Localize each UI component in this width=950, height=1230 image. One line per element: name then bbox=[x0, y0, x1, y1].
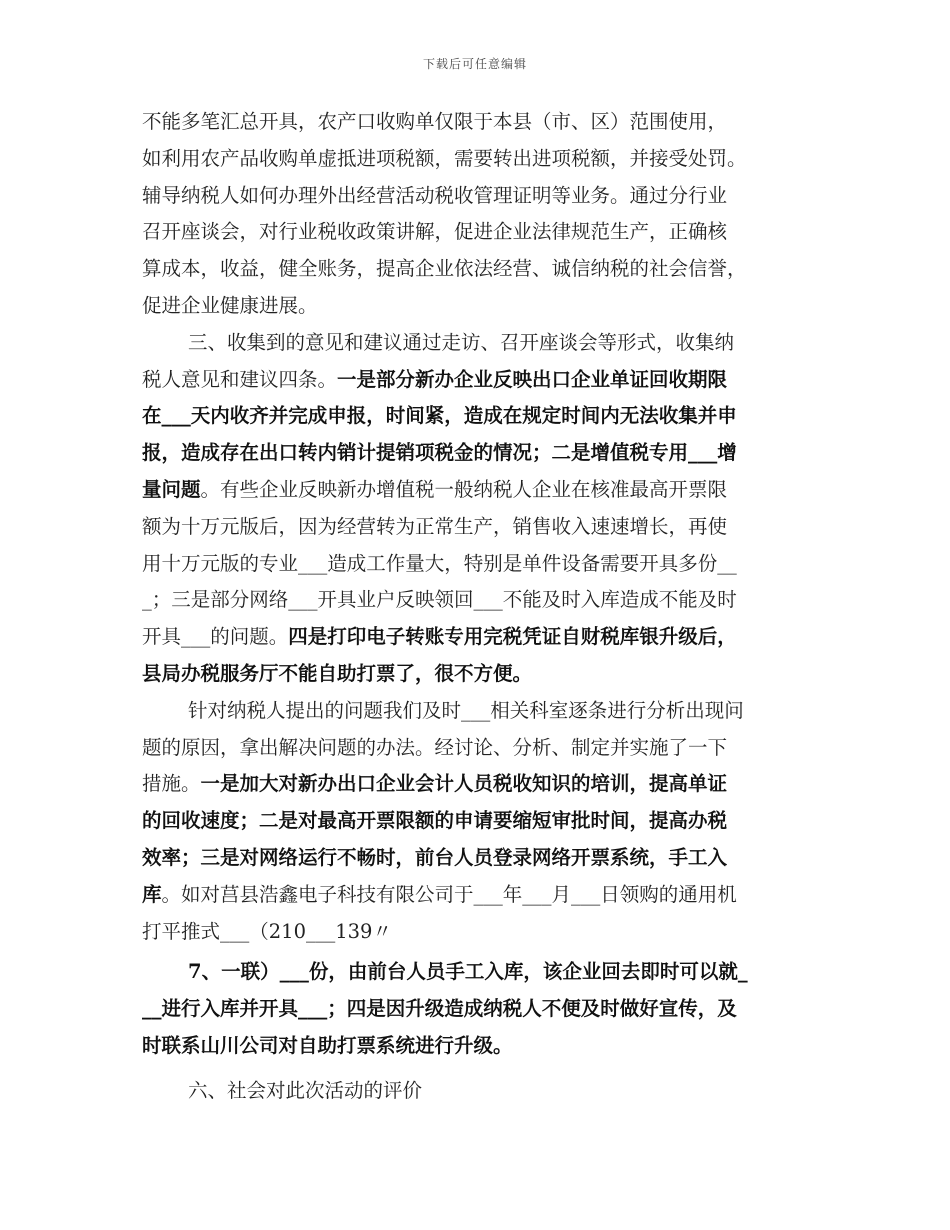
bold-text-run: __进行入库并开具___；四是因升级造成纳税人不便及时做好宣传，及 bbox=[142, 997, 737, 1021]
text-line bbox=[142, 472, 814, 509]
text-line bbox=[142, 104, 814, 141]
bold-text-run: 效率；三是对网络运行不畅时，前台人员登录网络开票系统，手工入 bbox=[142, 845, 728, 869]
text-line bbox=[142, 214, 814, 251]
text-line bbox=[142, 178, 814, 215]
text-run: 税人意见和建议四条。 bbox=[142, 367, 338, 391]
text-line bbox=[142, 509, 814, 546]
text-line bbox=[142, 914, 814, 951]
text-run: 三、收集到的意见和建议通过走访、召开座谈会等形式，收集纳 bbox=[188, 330, 735, 354]
text-line bbox=[142, 954, 814, 991]
bold-text-run: 量问题 bbox=[142, 477, 201, 501]
text-line bbox=[142, 656, 814, 693]
text-run: 召开座谈会，对行业税收政策讲解，促进企业法律规范生产，正确核 bbox=[142, 220, 728, 244]
text-run: 额为十万元版后，因为经营转为正常生产，销售收入速速增长，再使 bbox=[142, 514, 728, 538]
text-line bbox=[142, 1028, 814, 1065]
text-run: 。如对莒县浩鑫电子科技有限公司于___年___月___日领购的通用机 bbox=[161, 882, 737, 906]
text-line bbox=[142, 877, 814, 914]
text-run: 针对纳税人提出的问题我们及时___相关科室逐条进行分析出现问 bbox=[188, 698, 744, 722]
text-run: 题的原因，拿出解决问题的办法。经讨论、分析、制定并实施了一下 bbox=[142, 735, 728, 759]
text-line bbox=[142, 435, 814, 472]
text-line bbox=[142, 1073, 814, 1110]
text-line bbox=[142, 730, 814, 767]
text-line bbox=[142, 840, 814, 877]
text-line bbox=[142, 546, 814, 583]
text-run: 不能多笔汇总开具，农产口收购单仅限于本县（市、区）范围使用， bbox=[142, 110, 728, 133]
page-header: 下载后可任意编辑 bbox=[422, 57, 527, 71]
bold-text-run: 时联系山川公司对自助打票系统进行升级。 bbox=[142, 1033, 513, 1057]
bold-text-run: 的回收速度；二是对最高开票限额的申请要缩短审批时间，提高办税 bbox=[142, 809, 728, 833]
text-run: 用十万元版的专业___造成工作量大，特别是单件设备需要开具多份__ bbox=[142, 551, 737, 575]
text-run: 措施。 bbox=[142, 772, 201, 796]
text-run: 。有些企业反映新办增值税一般纳税人企业在核准最高开票限 bbox=[200, 477, 728, 501]
text-line bbox=[142, 803, 814, 840]
text-run: 如利用农产品收购单虚抵进项税额，需要转出进项税额，并接受处罚。 bbox=[142, 146, 747, 170]
text-line bbox=[142, 362, 814, 399]
text-line bbox=[142, 693, 814, 730]
text-line bbox=[142, 619, 814, 656]
text-line bbox=[142, 141, 814, 178]
bold-text-run: 库 bbox=[142, 882, 162, 906]
bold-text-run: 7、一联）___份，由前台人员手工入库，该企业回去即时可以就_ bbox=[188, 960, 748, 984]
text-line bbox=[142, 288, 814, 325]
bold-text-run: 四是打印电子转账专用完税凭证自财税库银升级后， bbox=[288, 625, 737, 649]
text-run: 促进企业健康进展。 bbox=[142, 293, 318, 317]
bold-text-run: 一是加大对新办出口企业会计人员税收知识的培训，提高单证 bbox=[200, 772, 728, 796]
bold-text-run: 报，造成存在出口转内销计提销项税金的情况；二是增值税专用___增 bbox=[142, 441, 737, 465]
document-body bbox=[142, 104, 814, 1110]
text-line bbox=[142, 251, 814, 288]
text-line bbox=[142, 398, 814, 435]
bold-text-run: 在___天内收齐并完成申报，时间紧，造成在规定时间内无法收集并申 bbox=[142, 404, 737, 428]
text-line bbox=[142, 582, 814, 619]
text-run: 六、社会对此次活动的评价 bbox=[188, 1078, 423, 1102]
text-line bbox=[142, 325, 814, 362]
text-run: _；三是部分网络___开具业户反映领回___不能及时入库造成不能及时 bbox=[142, 588, 737, 612]
text-run: 辅导纳税人如何办理外出经营活动税收管理证明等业务。通过分行业 bbox=[142, 183, 728, 207]
text-run: 算成本，收益，健全账务，提高企业依法经营、诚信纳税的社会信誉， bbox=[142, 257, 747, 281]
text-line bbox=[142, 766, 814, 803]
bold-text-run: 一是部分新办企业反映出口企业单证回收期限 bbox=[337, 367, 728, 391]
bold-text-run: 县局办税服务厅不能自助打票了，很不方便。 bbox=[142, 661, 533, 685]
text-run: 打平推式___（210___139〃 bbox=[142, 919, 392, 943]
text-run: 开具___的问题。 bbox=[142, 625, 289, 649]
text-line bbox=[142, 991, 814, 1028]
